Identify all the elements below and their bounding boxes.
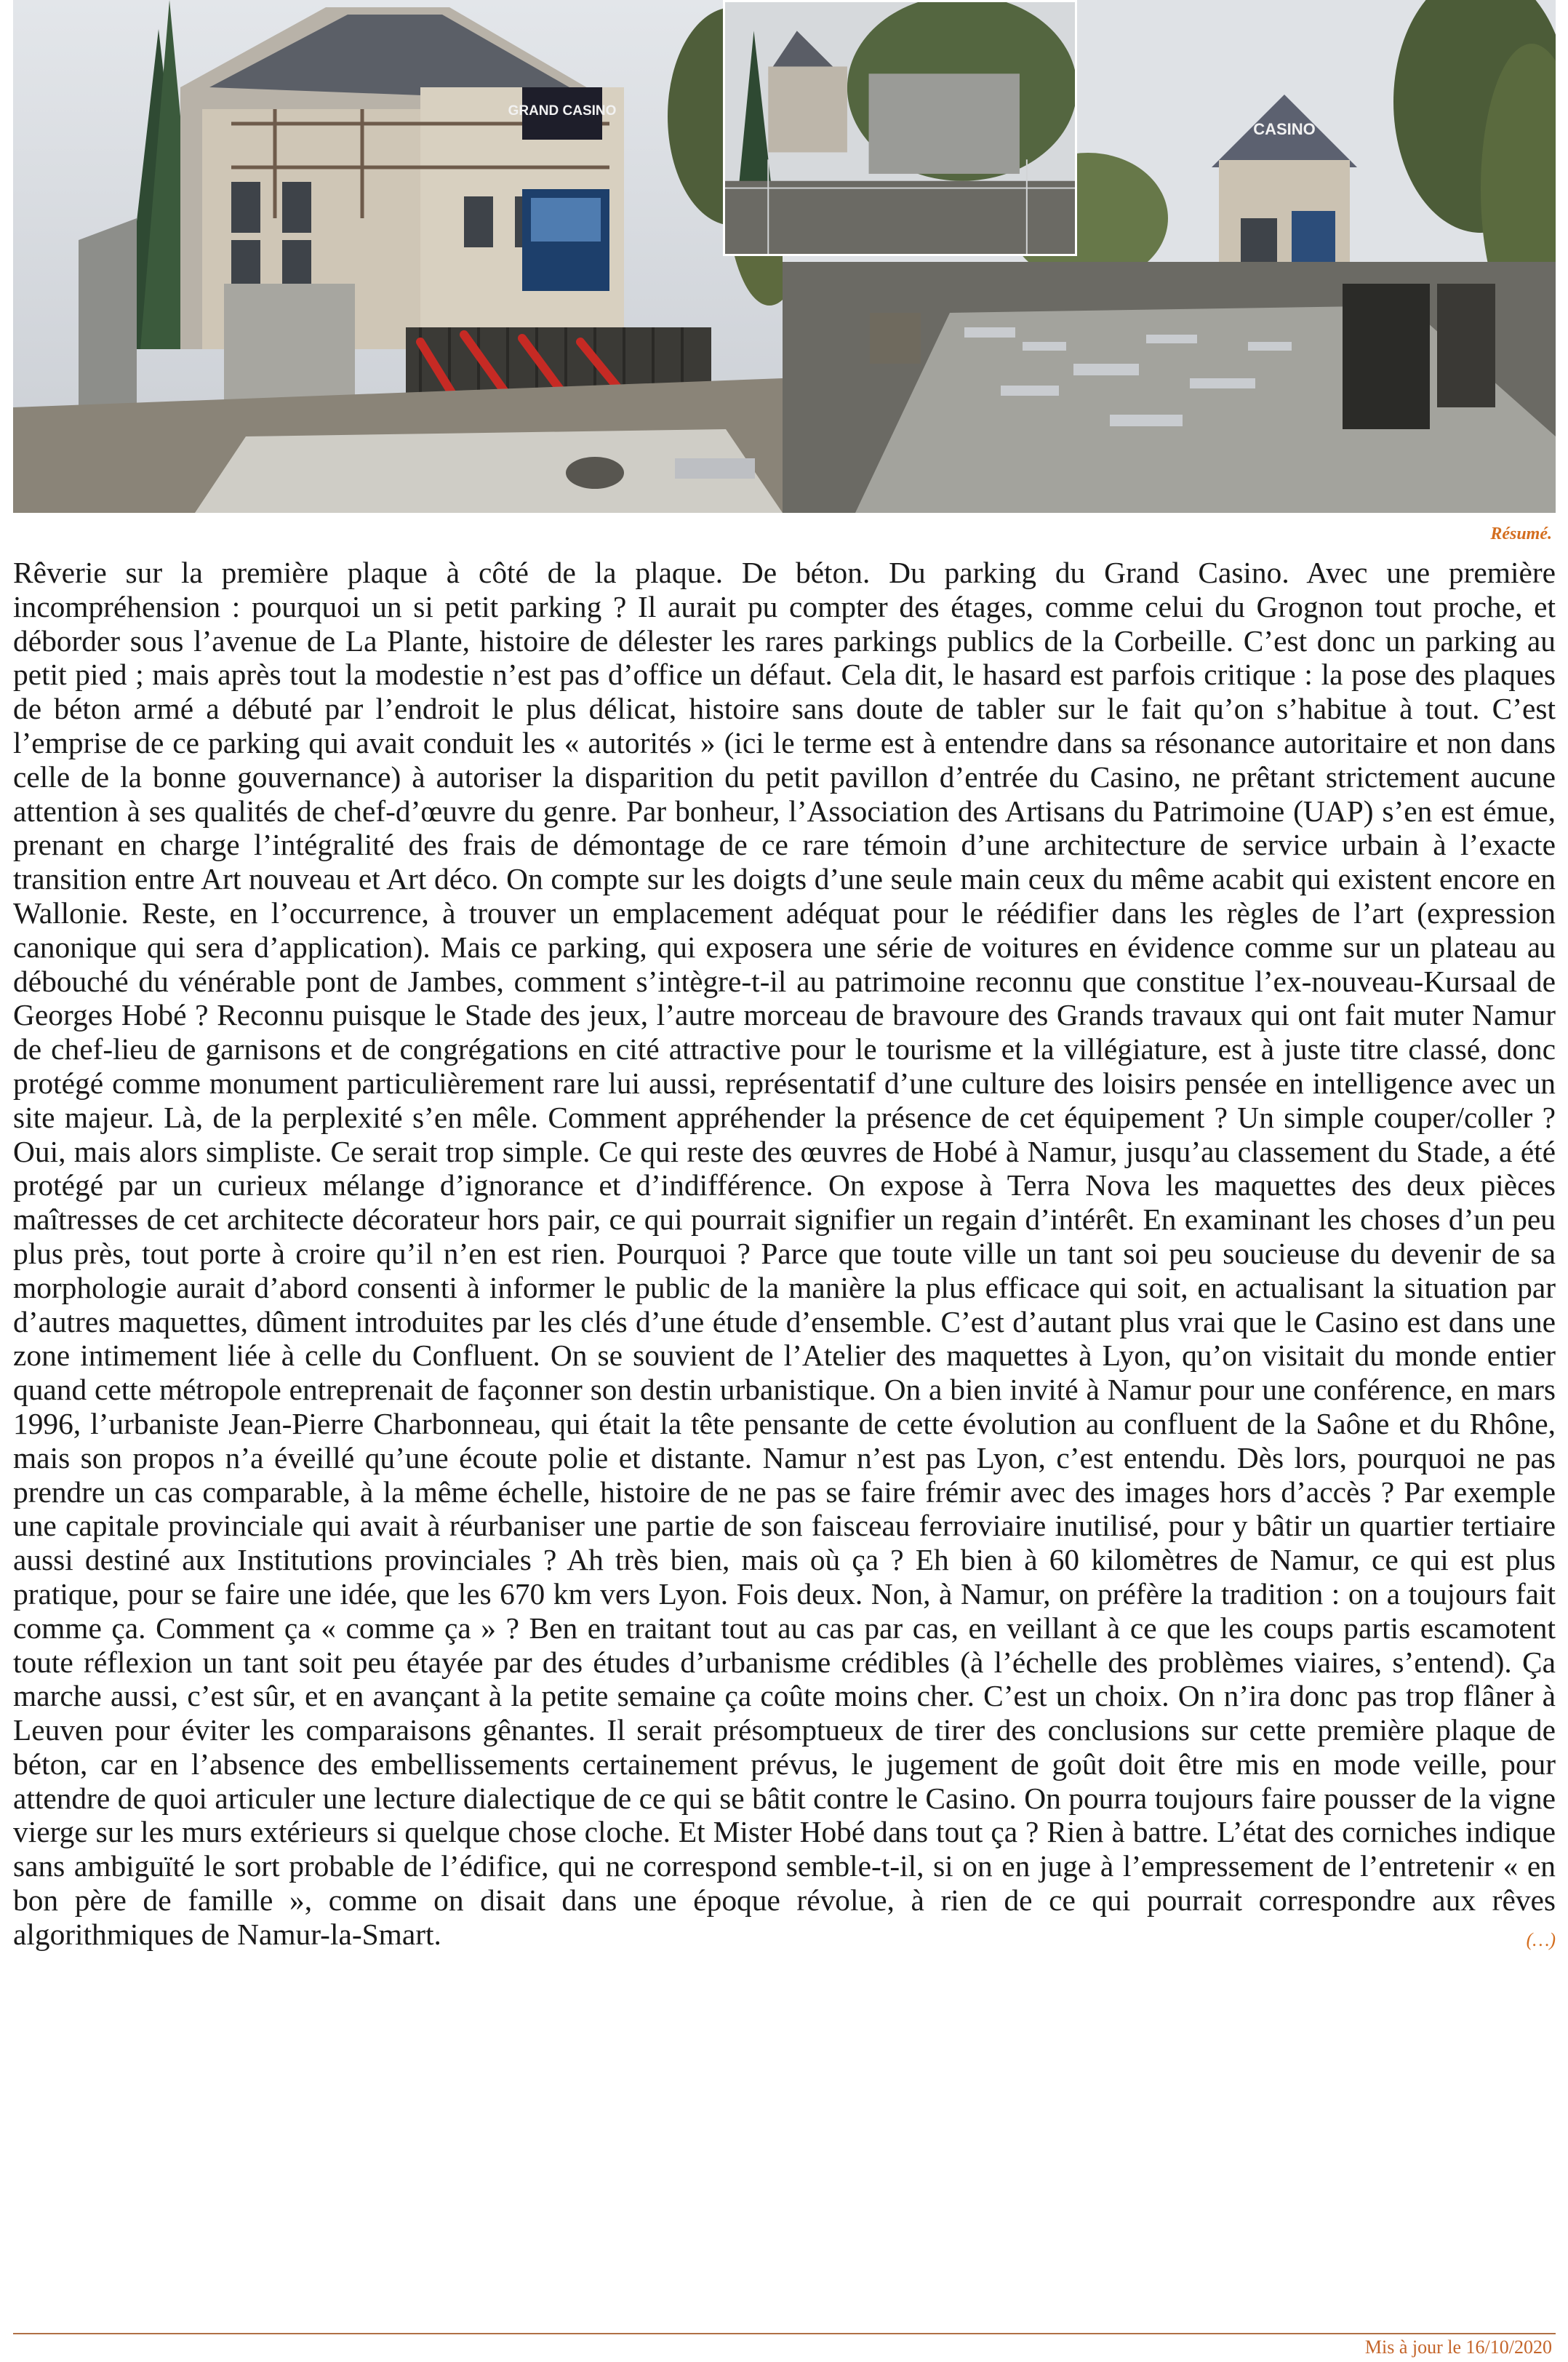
grand-casino-sign: GRAND CASINO [508,103,617,119]
casino-sign: CASINO [1253,120,1316,138]
article-paragraph [13,556,1556,1952]
photo-casino-worksite-inset [723,0,1077,256]
article-body [13,556,1556,1958]
last-updated: Mis à jour le 16/10/2020 [1364,2337,1552,2358]
more-link[interactable]: (…) [1526,1928,1556,1950]
resume-label: Résumé. [1490,524,1552,543]
photo-casino-worksite-left [13,0,783,513]
photo-strip [13,0,1556,513]
article-text: Rêverie sur la première plaque à côté de la plaque. De béton. Du parking du Grand Casino. Avec une première incompréhension : pourquoi un si petit parking ? Il aurait pu compter des étages, comme celui du Grognon tout proche, et déborder sous l’avenue de La Plante, histoire de délester les rares parkings publics de la Corbeille. C’est donc un parking au petit pied ; mais après tout la modestie n’est pas d’office un défaut. Cela dit, le hasard est parfois critique : la pose des plaques de béton armé a débuté par l’endroit le plus délicat, histoire sans doute de tabler sur le fait qu’on s’habitue à tout. C’est l’emprise de ce parking qui avait conduit les « autorités » (ici le terme est à entendre dans sa résonance autoritaire et non dans celle de la bonne gouvernance) à autoriser la disparition du petit pavillon d’entrée du Casino, ne prêtant strictement aucune attention à ses qualités de chef-d’œuvre du genre. Par bonheur, l’Association des Artisans du Patrimoine (UAP) s’en est émue, prenant en charge l’intégralité des frais de démontage de ce rare témoin d’une architecture de service urbain à l’exacte transition entre Art nouveau et Art déco. On compte sur les doigts d’une seule main ceux du même acabit qui existent encore en Wallonie. Reste, en l’occurrence, à trouver un emplacement adéquat pour le réédifier dans les règles de l’art (expression canonique qui sera d’application). Mais ce parking, qui exposera une série de voitures en évidence comme sur un plateau au débouché du vénérable pont de Jambes, comment s’intègre-t-il au patrimoine reconnu que constitue l’ex-nouveau-Kursaal de Georges Hobé ? Reconnu puisque le Stade des jeux, l’autre morceau de bravoure des Grands travaux qui ont fait muter Namur de chef-lieu de garnisons et de congrégations en cité attractive pour le tourisme et la villégiature, est à juste titre classé, donc protégé comme monument particulièrement rare lui aussi, représentatif d’une culture des loisirs pensée en intelligence avec un site majeur. Là, de la perplexité s’en mêle. Comment appréhender la présence de cet équipement ? Un simple couper/coller ? Oui, mais alors simpliste. Ce serait trop simple. Ce qui reste des œuvres de Hobé à Namur, jusqu’au classement du Stade, a été protégé par un curieux mélange d’ignorance et d’indifférence. On expose à Terra Nova les maquettes des deux pièces maîtresses de cet architecte décorateur hors pair, ce qui pourrait signifier un regain d’intérêt. En examinant les choses d’un peu plus près, tout porte à croire qu’il n’en est rien. Pourquoi ? Parce que toute ville un tant soi peu soucieuse du devenir de sa morphologie aurait d’abord consenti à informer le public de la manière la plus efficace qui soit, en actualisant la situation par d’autres maquettes, dûment introduites par les clés d’une étude d’ensemble. C’est d’autant plus vrai que le Casino est dans une zone intimement liée à celle du Confluent. On se souvient de l’Atelier des maquettes à Lyon, qu’on visitait du monde entier quand cette métropole entreprenait de façonner son destin urbanistique. On a bien invité à Namur pour une conférence, en mars 1996, l’urbaniste Jean-Pierre Charbonneau, qui était la tête pensante de cette évolution au confluent de la Saône et du Rhône, mais son propos n’a éveillé qu’une écoute polie et distante. Namur n’est pas Lyon, c’est entendu. Dès lors, pourquoi ne pas prendre un cas comparable, à la même échelle, histoire de ne pas se faire frémir avec des images hors d’accès ? Par exemple une capitale provinciale qui avait à réurbaniser une partie de son faisceau ferroviaire inutilisé, pour y bâtir un quartier tertiaire aussi destiné aux Institutions provinciales ? Ah très bien, mais où ça ? Eh bien à 60 kilomètres de Namur, ce qui est plus pratique, pour se faire une idée, que les 670 km vers Lyon. Fois deux. Non, à Namur, on préfère la tradition : on a toujours fait comme ça. Comment ça « comme ça » ? Ben en traitant tout au cas par cas, en veillant à ce que les coups partis escamotent toute réflexion un tant soit peu étayée par des études d’urbanisme crédibles (à l’échelle des problèmes viaires, s’entend). Ça marche aussi, c’est sûr, et en avançant à la petite semaine ça coûte moins cher. C’est un choix. On n’ira donc pas trop flâner à Leuven pour éviter les comparaisons gênantes. Il serait présomptueux de tirer des conclusions sur cette première plaque de béton, car en l’absence des embellissements certainement prévus, le jugement de goût doit être mis en mode veille, pour attendre de quoi articuler une lecture dialectique de ce qui se bâtit contre le Casino. On pourra toujours faire pousser de la vigne vierge sur les murs extérieurs si quelque chose cloche. Et Mister Hobé dans tout ça ? Rien à battre. L’état des corniches indique sans ambiguïté le sort probable de l’édifice, qui ne correspond semble-t-il, si on en juge à l’empressement de l’entretenir « en bon père de famille », comme on disait dans une époque révolue, à rien de ce qui pourrait correspondre aux rêves algorithmiques de Namur-la-Smart. [13,556,1556,1951]
footer-divider [13,2333,1556,2334]
